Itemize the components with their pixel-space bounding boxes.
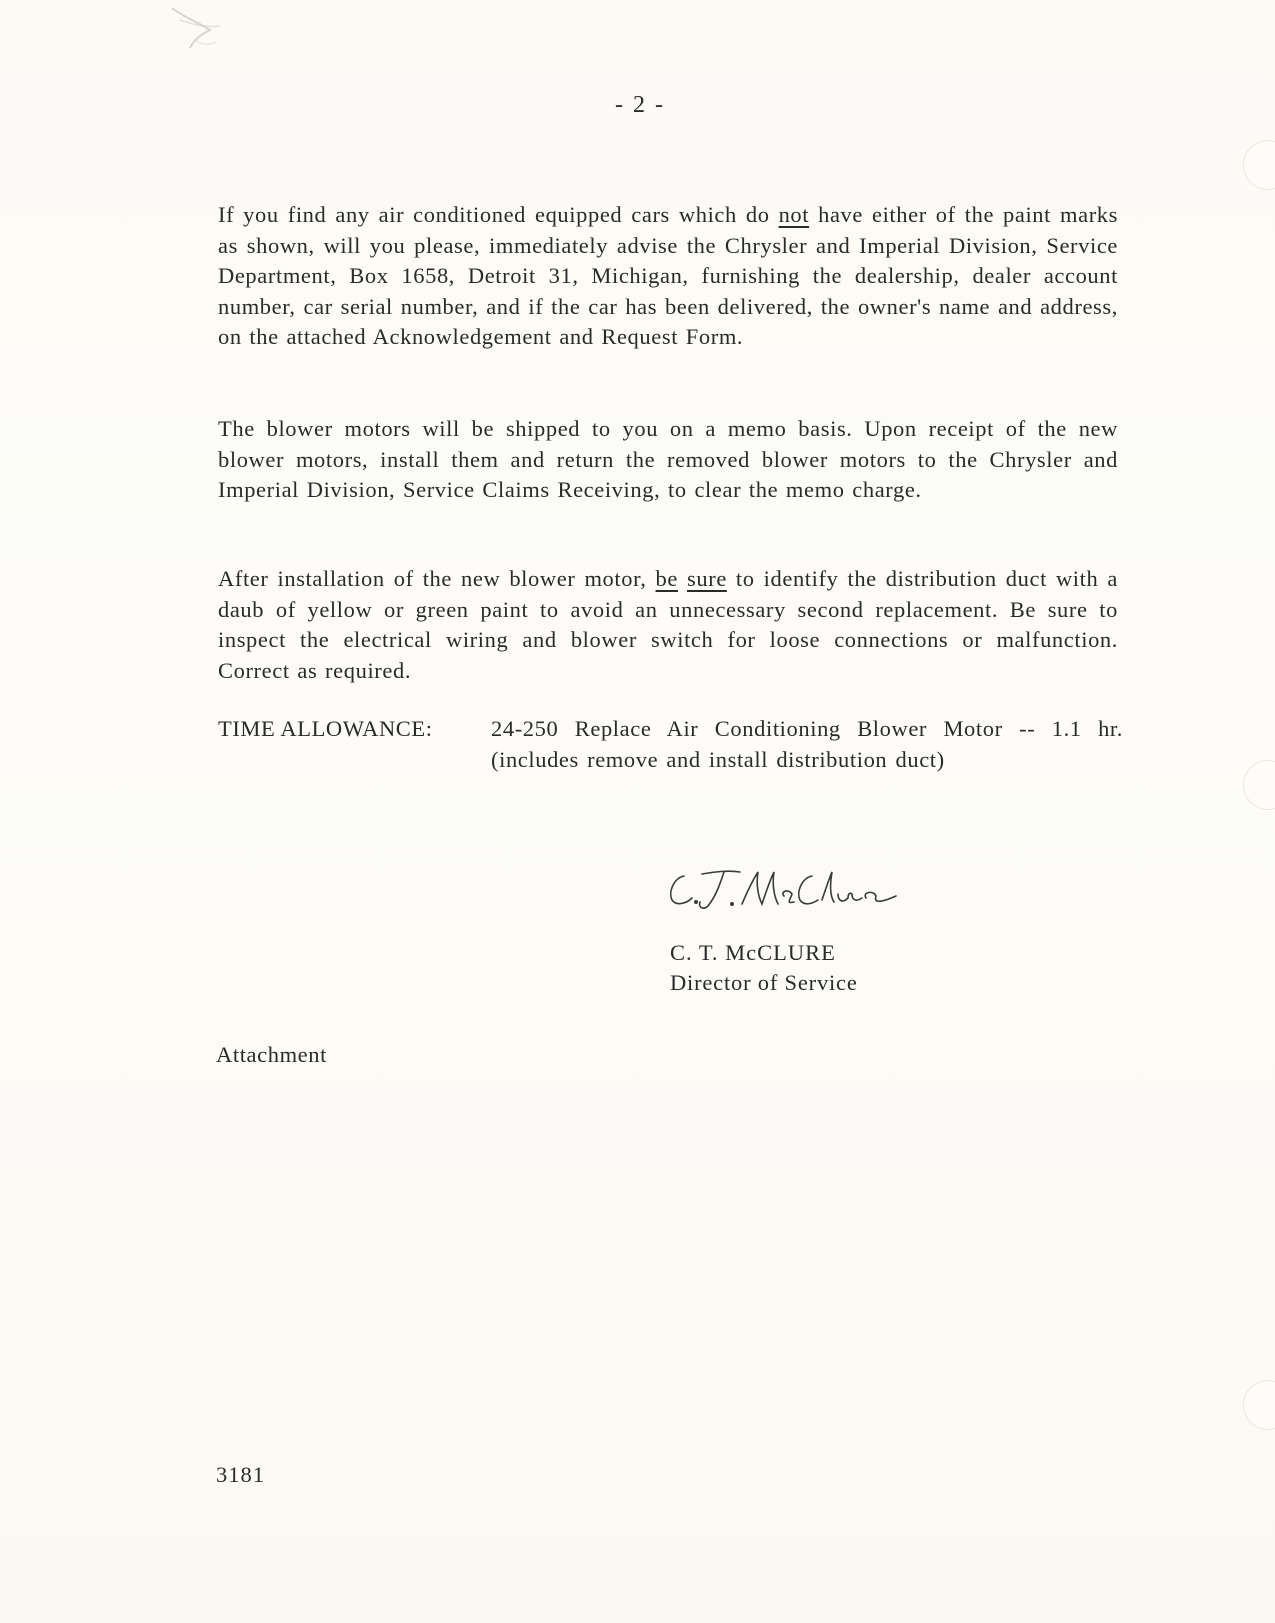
punch-hole [1243, 140, 1275, 190]
paragraph-installation [218, 564, 1118, 686]
paragraph-text: If you find any air conditioned equipped cars which do [218, 202, 779, 227]
emphasis-be: be [655, 566, 678, 591]
paragraph-text: After installation of the new blower motor, [218, 566, 656, 591]
signer-title: Director of Service [670, 970, 858, 995]
emphasis-not: not [778, 202, 810, 227]
emphasis-sure: sure [687, 566, 727, 591]
attachment-label: Attachment [216, 1042, 327, 1067]
paragraph-memo-basis: The blower motors will be shipped to you on a memo basis. Upon receipt of the new blower motors, install them and return the removed blower motors to the Chrysler and Imperial Division, Service Claims Receiving, to clear the memo charge. [218, 416, 1118, 502]
scan-smudge [150, 0, 290, 60]
time-allowance-text: 24-250 Replace Air Conditioning Blower Motor -- 1.1 hr. (includes remove and install distribution duct) [491, 716, 1123, 772]
paragraph-text: have either of the paint marks as shown, will you please, immediately advise the Chrysler and Imperial Division, Service Department, Box 1658, Detroit 31, Michigan, furnishing the dealership, dealer account number, car serial number, and if the car has been delivered, the owner's name and address, on the attached Acknowledgement and Request Form. [218, 202, 1118, 349]
page-number: - 2 - [615, 92, 665, 118]
signer-name: C. T. McCLURE [670, 940, 836, 965]
paragraph-advise [218, 200, 1118, 353]
paragraph-text: to identify the distribution duct with a daub of yellow or green paint to avoid an unnecessary second replacement. Be sure to inspect the electrical wiring and blower switch for loose connections or malfunction. Correct as required. [218, 566, 1118, 683]
punch-hole [1243, 1380, 1275, 1430]
time-allowance-label: TIME ALLOWANCE: [218, 716, 433, 741]
paragraph-space [678, 566, 687, 591]
document-number: 3181 [216, 1462, 265, 1487]
punch-hole [1243, 760, 1275, 810]
handwritten-signature [662, 862, 902, 912]
